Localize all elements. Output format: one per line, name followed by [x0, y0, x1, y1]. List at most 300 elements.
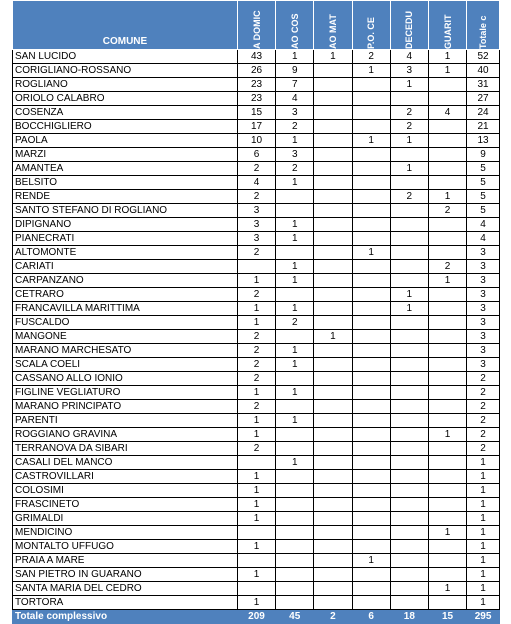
value-cell	[314, 176, 352, 190]
value-cell: 1	[276, 50, 314, 64]
totals-cell: 15	[428, 610, 466, 624]
value-cell	[390, 414, 428, 428]
value-cell	[428, 330, 466, 344]
header-ao-cosenza: AO COS	[276, 1, 314, 50]
table-row	[13, 554, 500, 568]
value-cell	[237, 554, 275, 568]
header-deceduti: DECEDU	[390, 1, 428, 50]
value-cell	[352, 274, 390, 288]
value-cell	[276, 568, 314, 582]
table-row	[13, 526, 500, 540]
table-row	[13, 302, 500, 316]
value-cell: 1	[276, 134, 314, 148]
value-cell	[314, 274, 352, 288]
table-row	[13, 288, 500, 302]
value-cell: 2	[276, 162, 314, 176]
value-cell: 2	[237, 442, 275, 456]
value-cell: 4	[467, 218, 500, 232]
value-cell: 1	[390, 288, 428, 302]
value-cell: 1	[276, 456, 314, 470]
value-cell: 4	[467, 232, 500, 246]
value-cell	[314, 64, 352, 78]
value-cell	[314, 148, 352, 162]
table-row	[13, 190, 500, 204]
value-cell	[314, 120, 352, 134]
comune-cell: ORIOLO CALABRO	[13, 92, 238, 106]
table-row	[13, 372, 500, 386]
value-cell	[276, 470, 314, 484]
value-cell: 1	[237, 428, 275, 442]
comune-cell: SAN PIETRO IN GUARANO	[13, 568, 238, 582]
value-cell: 1	[467, 512, 500, 526]
table-row	[13, 400, 500, 414]
value-cell	[390, 204, 428, 218]
value-cell: 1	[428, 64, 466, 78]
value-cell: 5	[467, 176, 500, 190]
table-row	[13, 260, 500, 274]
value-cell	[314, 218, 352, 232]
comune-cell: TORTORA	[13, 596, 238, 610]
value-cell	[390, 218, 428, 232]
value-cell: 26	[237, 64, 275, 78]
value-cell	[428, 498, 466, 512]
value-cell: 21	[467, 120, 500, 134]
value-cell	[390, 148, 428, 162]
comune-cell: ROGGIANO GRAVINA	[13, 428, 238, 442]
value-cell: 4	[237, 176, 275, 190]
value-cell: 23	[237, 92, 275, 106]
value-cell: 1	[352, 246, 390, 260]
table-row	[13, 358, 500, 372]
value-cell	[314, 582, 352, 596]
value-cell: 2	[237, 358, 275, 372]
comune-cell: PAOLA	[13, 134, 238, 148]
value-cell	[352, 456, 390, 470]
table-header	[13, 1, 500, 50]
value-cell: 1	[237, 540, 275, 554]
value-cell: 1	[237, 386, 275, 400]
value-cell: 1	[467, 582, 500, 596]
value-cell: 4	[390, 50, 428, 64]
totals-cell: 295	[467, 610, 500, 624]
value-cell	[352, 92, 390, 106]
value-cell	[352, 400, 390, 414]
value-cell: 3	[467, 330, 500, 344]
value-cell	[276, 442, 314, 456]
value-cell	[390, 428, 428, 442]
value-cell: 1	[467, 456, 500, 470]
value-cell	[352, 526, 390, 540]
value-cell	[352, 204, 390, 218]
value-cell	[314, 540, 352, 554]
table-row	[13, 246, 500, 260]
value-cell	[314, 428, 352, 442]
value-cell: 1	[428, 190, 466, 204]
value-cell: 9	[276, 64, 314, 78]
value-cell	[428, 358, 466, 372]
value-cell: 1	[467, 540, 500, 554]
value-cell: 3	[237, 218, 275, 232]
totals-cell: 45	[276, 610, 314, 624]
value-cell	[352, 386, 390, 400]
comune-cell: PRAIA A MARE	[13, 554, 238, 568]
value-cell: 1	[237, 316, 275, 330]
value-cell: 1	[390, 78, 428, 92]
value-cell	[390, 386, 428, 400]
table-row	[13, 92, 500, 106]
comune-cell: MANGONE	[13, 330, 238, 344]
value-cell: 2	[467, 428, 500, 442]
value-cell: 1	[237, 568, 275, 582]
value-cell	[276, 526, 314, 540]
table-row	[13, 442, 500, 456]
value-cell	[314, 344, 352, 358]
value-cell	[428, 568, 466, 582]
comune-cell: CARPANZANO	[13, 274, 238, 288]
value-cell	[352, 162, 390, 176]
comune-cell: CORIGLIANO-ROSSANO	[13, 64, 238, 78]
comune-cell: CASALI DEL MANCO	[13, 456, 238, 470]
value-cell: 7	[276, 78, 314, 92]
value-cell: 2	[467, 442, 500, 456]
value-cell	[390, 92, 428, 106]
value-cell: 2	[428, 260, 466, 274]
table-footer	[13, 610, 500, 624]
value-cell	[352, 540, 390, 554]
value-cell	[428, 540, 466, 554]
header-comune: COMUNE	[13, 1, 238, 50]
value-cell	[390, 344, 428, 358]
value-cell: 3	[467, 302, 500, 316]
comune-cell: MARANO MARCHESATO	[13, 344, 238, 358]
value-cell: 1	[467, 526, 500, 540]
value-cell	[314, 232, 352, 246]
value-cell: 1	[467, 498, 500, 512]
value-cell	[276, 288, 314, 302]
value-cell: 3	[390, 64, 428, 78]
value-cell	[428, 344, 466, 358]
value-cell	[314, 442, 352, 456]
value-cell: 31	[467, 78, 500, 92]
table-row	[13, 232, 500, 246]
value-cell: 1	[390, 162, 428, 176]
value-cell	[428, 484, 466, 498]
comune-cell: FUSCALDO	[13, 316, 238, 330]
table-row	[13, 120, 500, 134]
comune-cell: AMANTEA	[13, 162, 238, 176]
value-cell: 2	[237, 288, 275, 302]
comune-cell: SANTO STEFANO DI ROGLIANO	[13, 204, 238, 218]
value-cell	[352, 330, 390, 344]
value-cell	[352, 218, 390, 232]
value-cell: 2	[390, 190, 428, 204]
header-a-domicilio: A DOMIC	[237, 1, 275, 50]
value-cell	[390, 540, 428, 554]
value-cell	[314, 78, 352, 92]
value-cell	[276, 372, 314, 386]
value-cell: 1	[352, 64, 390, 78]
value-cell: 2	[237, 372, 275, 386]
value-cell: 1	[428, 50, 466, 64]
header-totale: Totale c	[467, 1, 500, 50]
value-cell: 2	[237, 330, 275, 344]
table-row	[13, 540, 500, 554]
value-cell: 3	[237, 232, 275, 246]
value-cell	[314, 568, 352, 582]
table-row	[13, 274, 500, 288]
comune-cell: MONTALTO UFFUGO	[13, 540, 238, 554]
value-cell	[390, 372, 428, 386]
value-cell	[276, 400, 314, 414]
value-cell	[428, 92, 466, 106]
value-cell	[314, 400, 352, 414]
value-cell	[352, 190, 390, 204]
comune-cell: ROGLIANO	[13, 78, 238, 92]
value-cell	[314, 414, 352, 428]
value-cell	[390, 554, 428, 568]
value-cell: 1	[276, 358, 314, 372]
value-cell	[352, 176, 390, 190]
totals-cell: 2	[314, 610, 352, 624]
value-cell	[390, 596, 428, 610]
comune-cell: PIANECRATI	[13, 232, 238, 246]
value-cell	[390, 330, 428, 344]
value-cell	[390, 316, 428, 330]
value-cell	[352, 120, 390, 134]
value-cell: 2	[390, 120, 428, 134]
value-cell	[276, 596, 314, 610]
value-cell	[390, 582, 428, 596]
table-row	[13, 78, 500, 92]
table-row	[13, 148, 500, 162]
value-cell	[390, 498, 428, 512]
value-cell: 1	[352, 554, 390, 568]
value-cell	[352, 568, 390, 582]
value-cell	[428, 78, 466, 92]
table-row	[13, 176, 500, 190]
value-cell: 2	[237, 400, 275, 414]
value-cell: 5	[467, 190, 500, 204]
value-cell	[390, 400, 428, 414]
value-cell	[428, 134, 466, 148]
table-row	[13, 106, 500, 120]
totals-row	[13, 610, 500, 624]
value-cell	[428, 218, 466, 232]
value-cell	[352, 470, 390, 484]
value-cell	[314, 372, 352, 386]
value-cell	[390, 442, 428, 456]
comune-cell: COLOSIMI	[13, 484, 238, 498]
value-cell	[352, 358, 390, 372]
value-cell	[314, 526, 352, 540]
value-cell	[352, 442, 390, 456]
comune-cell: CASTROVILLARI	[13, 470, 238, 484]
totals-label: Totale complessivo	[13, 610, 238, 624]
table-row	[13, 484, 500, 498]
value-cell: 1	[276, 176, 314, 190]
value-cell: 1	[467, 568, 500, 582]
value-cell	[352, 596, 390, 610]
value-cell: 43	[237, 50, 275, 64]
value-cell	[352, 372, 390, 386]
value-cell: 1	[314, 50, 352, 64]
value-cell	[428, 512, 466, 526]
value-cell	[276, 204, 314, 218]
value-cell: 1	[314, 330, 352, 344]
value-cell: 52	[467, 50, 500, 64]
value-cell: 10	[237, 134, 275, 148]
value-cell	[314, 92, 352, 106]
comune-cell: BOCCHIGLIERO	[13, 120, 238, 134]
value-cell	[390, 526, 428, 540]
value-cell: 1	[467, 484, 500, 498]
value-cell	[276, 428, 314, 442]
comune-cell: GRIMALDI	[13, 512, 238, 526]
value-cell: 1	[467, 470, 500, 484]
value-cell: 13	[467, 134, 500, 148]
comune-cell: SAN LUCIDO	[13, 50, 238, 64]
value-cell: 1	[276, 302, 314, 316]
table-row	[13, 134, 500, 148]
comune-cell: MENDICINO	[13, 526, 238, 540]
table-row	[13, 218, 500, 232]
header-ao-mater: AO MAT	[314, 1, 352, 50]
value-cell	[352, 148, 390, 162]
value-cell: 3	[467, 246, 500, 260]
value-cell	[390, 470, 428, 484]
comune-cell: PARENTI	[13, 414, 238, 428]
value-cell	[390, 176, 428, 190]
value-cell: 3	[467, 358, 500, 372]
value-cell	[314, 288, 352, 302]
value-cell: 1	[237, 470, 275, 484]
value-cell: 2	[467, 372, 500, 386]
value-cell	[314, 554, 352, 568]
comune-cell: FRANCAVILLA MARITTIMA	[13, 302, 238, 316]
value-cell: 3	[467, 260, 500, 274]
value-cell: 2	[276, 120, 314, 134]
value-cell: 2	[237, 246, 275, 260]
value-cell	[276, 484, 314, 498]
comune-cell: COSENZA	[13, 106, 238, 120]
header-guariti: GUARIT	[428, 1, 466, 50]
value-cell: 1	[428, 526, 466, 540]
value-cell: 2	[237, 190, 275, 204]
table-body	[13, 50, 500, 610]
value-cell: 24	[467, 106, 500, 120]
value-cell: 1	[276, 344, 314, 358]
value-cell	[428, 456, 466, 470]
value-cell: 2	[237, 162, 275, 176]
comune-cell: SANTA MARIA DEL CEDRO	[13, 582, 238, 596]
table-row	[13, 596, 500, 610]
comune-cell: RENDE	[13, 190, 238, 204]
value-cell	[314, 596, 352, 610]
value-cell	[314, 358, 352, 372]
table-row	[13, 456, 500, 470]
totals-cell: 209	[237, 610, 275, 624]
value-cell: 1	[352, 134, 390, 148]
value-cell	[428, 176, 466, 190]
value-cell	[314, 386, 352, 400]
value-cell	[276, 330, 314, 344]
value-cell: 1	[276, 274, 314, 288]
value-cell: 1	[237, 484, 275, 498]
value-cell	[276, 498, 314, 512]
value-cell	[428, 288, 466, 302]
value-cell: 6	[237, 148, 275, 162]
value-cell	[314, 512, 352, 526]
value-cell	[314, 484, 352, 498]
value-cell	[352, 414, 390, 428]
value-cell	[428, 596, 466, 610]
table-row	[13, 498, 500, 512]
value-cell	[314, 134, 352, 148]
value-cell	[390, 568, 428, 582]
value-cell	[390, 456, 428, 470]
value-cell	[352, 260, 390, 274]
totals-cell: 18	[390, 610, 428, 624]
value-cell: 3	[237, 204, 275, 218]
value-cell	[352, 428, 390, 442]
value-cell	[314, 302, 352, 316]
value-cell: 3	[467, 344, 500, 358]
value-cell	[276, 554, 314, 568]
value-cell	[314, 498, 352, 512]
value-cell: 1	[237, 596, 275, 610]
value-cell: 3	[276, 148, 314, 162]
value-cell	[352, 582, 390, 596]
value-cell	[428, 148, 466, 162]
value-cell	[276, 540, 314, 554]
value-cell	[390, 512, 428, 526]
table-row	[13, 330, 500, 344]
value-cell	[352, 78, 390, 92]
value-cell: 1	[237, 512, 275, 526]
comune-cell: ALTOMONTE	[13, 246, 238, 260]
comune-cell: CARIATI	[13, 260, 238, 274]
value-cell	[314, 260, 352, 274]
table-row	[13, 582, 500, 596]
comune-cell: MARANO PRINCIPATO	[13, 400, 238, 414]
comune-cell: BELSITO	[13, 176, 238, 190]
table-row	[13, 316, 500, 330]
value-cell	[352, 344, 390, 358]
comuni-table	[12, 0, 500, 624]
value-cell: 1	[237, 498, 275, 512]
value-cell	[428, 400, 466, 414]
value-cell: 1	[428, 582, 466, 596]
value-cell: 1	[237, 414, 275, 428]
value-cell: 27	[467, 92, 500, 106]
table-row	[13, 512, 500, 526]
value-cell	[237, 526, 275, 540]
table-row	[13, 428, 500, 442]
value-cell: 2	[237, 344, 275, 358]
value-cell	[314, 316, 352, 330]
table-row	[13, 162, 500, 176]
value-cell: 3	[467, 288, 500, 302]
comune-cell: DIPIGNANO	[13, 218, 238, 232]
value-cell	[352, 232, 390, 246]
value-cell: 1	[276, 260, 314, 274]
value-cell: 17	[237, 120, 275, 134]
value-cell	[428, 162, 466, 176]
value-cell: 3	[467, 274, 500, 288]
value-cell	[314, 470, 352, 484]
value-cell	[237, 456, 275, 470]
value-cell: 4	[428, 106, 466, 120]
